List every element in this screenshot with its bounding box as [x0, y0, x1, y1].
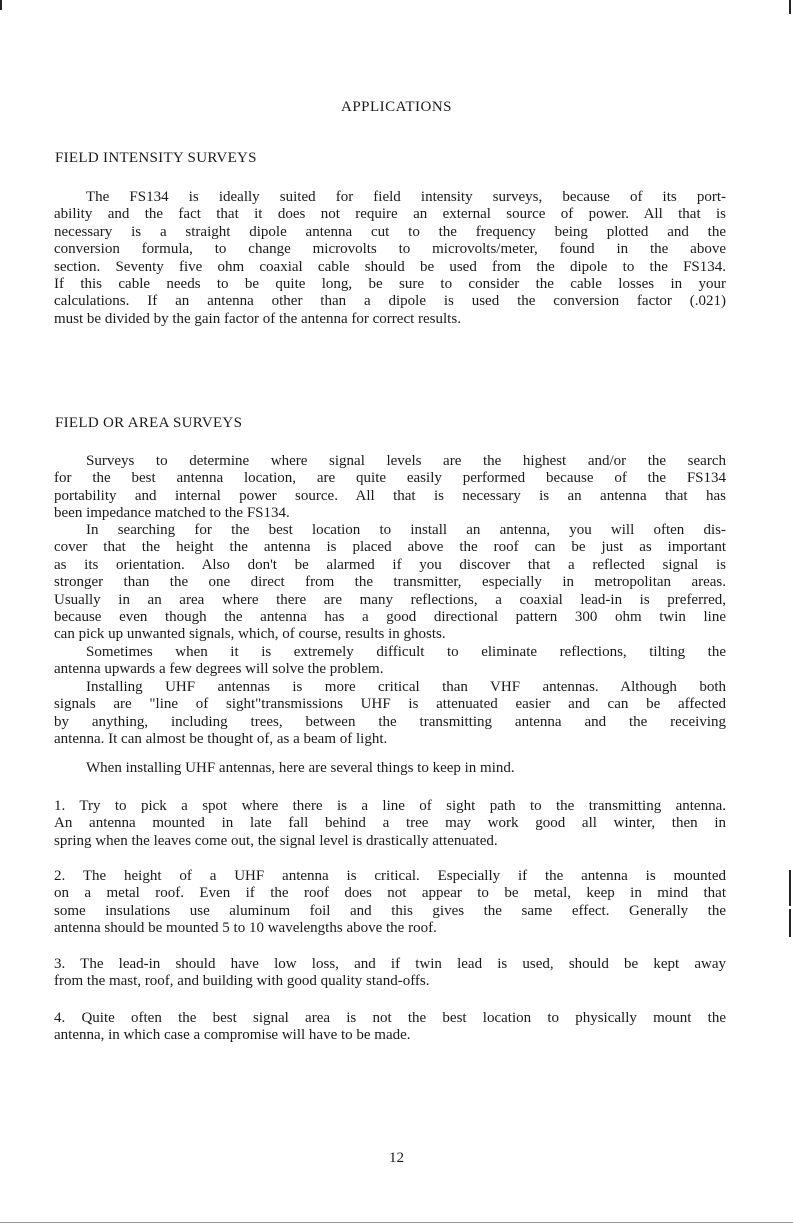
- text-line: cover that the height the antenna is placed above the roof can be just as important: [54, 539, 726, 556]
- list-item-4: [54, 1010, 726, 1045]
- text-line: calculations. If an antenna other than a dipole is used the conversion factor (.021): [54, 293, 726, 310]
- text-line: ability and the fact that it does not require an external source of power. All that is: [54, 206, 726, 223]
- text-line: 3. The lead-in should have low loss, and if twin lead is used, should be kept away: [54, 956, 726, 972]
- text-line: If this cable needs to be quite long, be sure to consider the cable losses in your: [54, 275, 726, 292]
- text-line: conversion formula, to change microvolts to microvolts/meter, found in the above: [54, 241, 726, 258]
- text-line: by anything, including trees, between the transmitting antenna and the receiving: [54, 713, 726, 730]
- text-line: 4. Quite often the best signal area is not the best location to physically mount the: [54, 1010, 726, 1026]
- text-line: Usually in an area where there are many reflections, a coaxial lead-in is preferred,: [54, 591, 726, 608]
- text-line: as its orientation. Also don't be alarmed if you discover that a reflected signal is: [54, 556, 726, 573]
- text-line: some insulations use aluminum foil and this gives the same effect. Generally the: [54, 902, 726, 919]
- paragraph-area-surveys-1: [54, 453, 726, 523]
- text-line: section. Seventy five ohm coaxial cable should be used from the dipole to the FS134.: [54, 258, 726, 275]
- text-line: can pick up unwanted signals, which, of course, results in ghosts.: [54, 626, 446, 643]
- page-title: APPLICATIONS: [340, 99, 452, 115]
- text-line: 2. The height of a UHF antenna is critical. Especially if the antenna is mounted: [54, 868, 726, 884]
- text-line: In searching for the best location to install an antenna, you will often dis-: [86, 522, 726, 538]
- text-line: Sometimes when it is extremely difficult to eliminate reflections, tilting the: [86, 644, 726, 660]
- scan-mark: [789, 870, 791, 906]
- list-item-3: [54, 956, 726, 991]
- section-heading-area-surveys: FIELD OR AREA SURVEYS: [55, 415, 243, 431]
- text-line: antenna. It can almost be thought of, as a beam of light.: [54, 731, 388, 748]
- text-line: Surveys to determine where signal levels are the highest and/or the search: [86, 453, 726, 469]
- scan-mark: [789, 0, 791, 14]
- text-line: stronger than the one direct from the transmitter, especially in metropolitan areas.: [54, 574, 726, 591]
- text-line: necessary is a straight dipole antenna cut to the frequency being plotted and the: [54, 223, 726, 240]
- text-line: from the mast, roof, and building with good quality stand-offs.: [54, 973, 430, 990]
- text-line: 1. Try to pick a spot where there is a line of sight path to the transmitting antenna.: [54, 798, 726, 814]
- list-item-1: [54, 798, 726, 850]
- section-heading-field-intensity: FIELD INTENSITY SURVEYS: [55, 150, 257, 166]
- text-line: spring when the leaves come out, the signal level is drastically attenuated.: [54, 832, 498, 849]
- text-line: An antenna mounted in late fall behind a tree may work good all winter, then in: [54, 815, 726, 832]
- scan-edge-line: [0, 1222, 793, 1223]
- text-line: because even though the antenna has a good directional pattern 300 ohm twin line: [54, 608, 726, 625]
- text-line: portability and internal power source. All that is necessary is an antenna that has: [54, 487, 726, 504]
- paragraph-area-surveys-2: [54, 522, 726, 644]
- paragraph-area-surveys-5: [54, 760, 726, 777]
- text-line: antenna should be mounted 5 to 10 wavelengths above the roof.: [54, 920, 437, 937]
- paragraph-area-surveys-3: [54, 644, 726, 679]
- text-line: The FS134 is ideally suited for field intensity surveys, because of its port-: [86, 189, 726, 205]
- text-line: been impedance matched to the FS134.: [54, 505, 290, 522]
- text-line: antenna, in which case a compromise will have to be made.: [54, 1027, 411, 1044]
- text-line: When installing UHF antennas, here are several things to keep in mind.: [86, 760, 515, 776]
- paragraph-area-surveys-4: [54, 679, 726, 749]
- text-line: on a metal roof. Even if the roof does not appear to be metal, keep in mind that: [54, 885, 726, 902]
- text-line: Installing UHF antennas is more critical than VHF antennas. Although both: [86, 679, 726, 695]
- text-line: for the best antenna location, are quite easily performed because of the FS134: [54, 470, 726, 487]
- text-line: must be divided by the gain factor of the antenna for correct results.: [54, 310, 461, 327]
- text-line: antenna upwards a few degrees will solve the problem.: [54, 661, 384, 678]
- page-number: 12: [389, 1150, 404, 1166]
- text-line: signals are "line of sight"transmissions UHF is attenuated easier and can be affected: [54, 696, 726, 713]
- list-item-2: [54, 868, 726, 938]
- paragraph-field-intensity: [54, 189, 726, 328]
- scan-mark: [789, 909, 791, 937]
- scan-mark: [0, 0, 2, 10]
